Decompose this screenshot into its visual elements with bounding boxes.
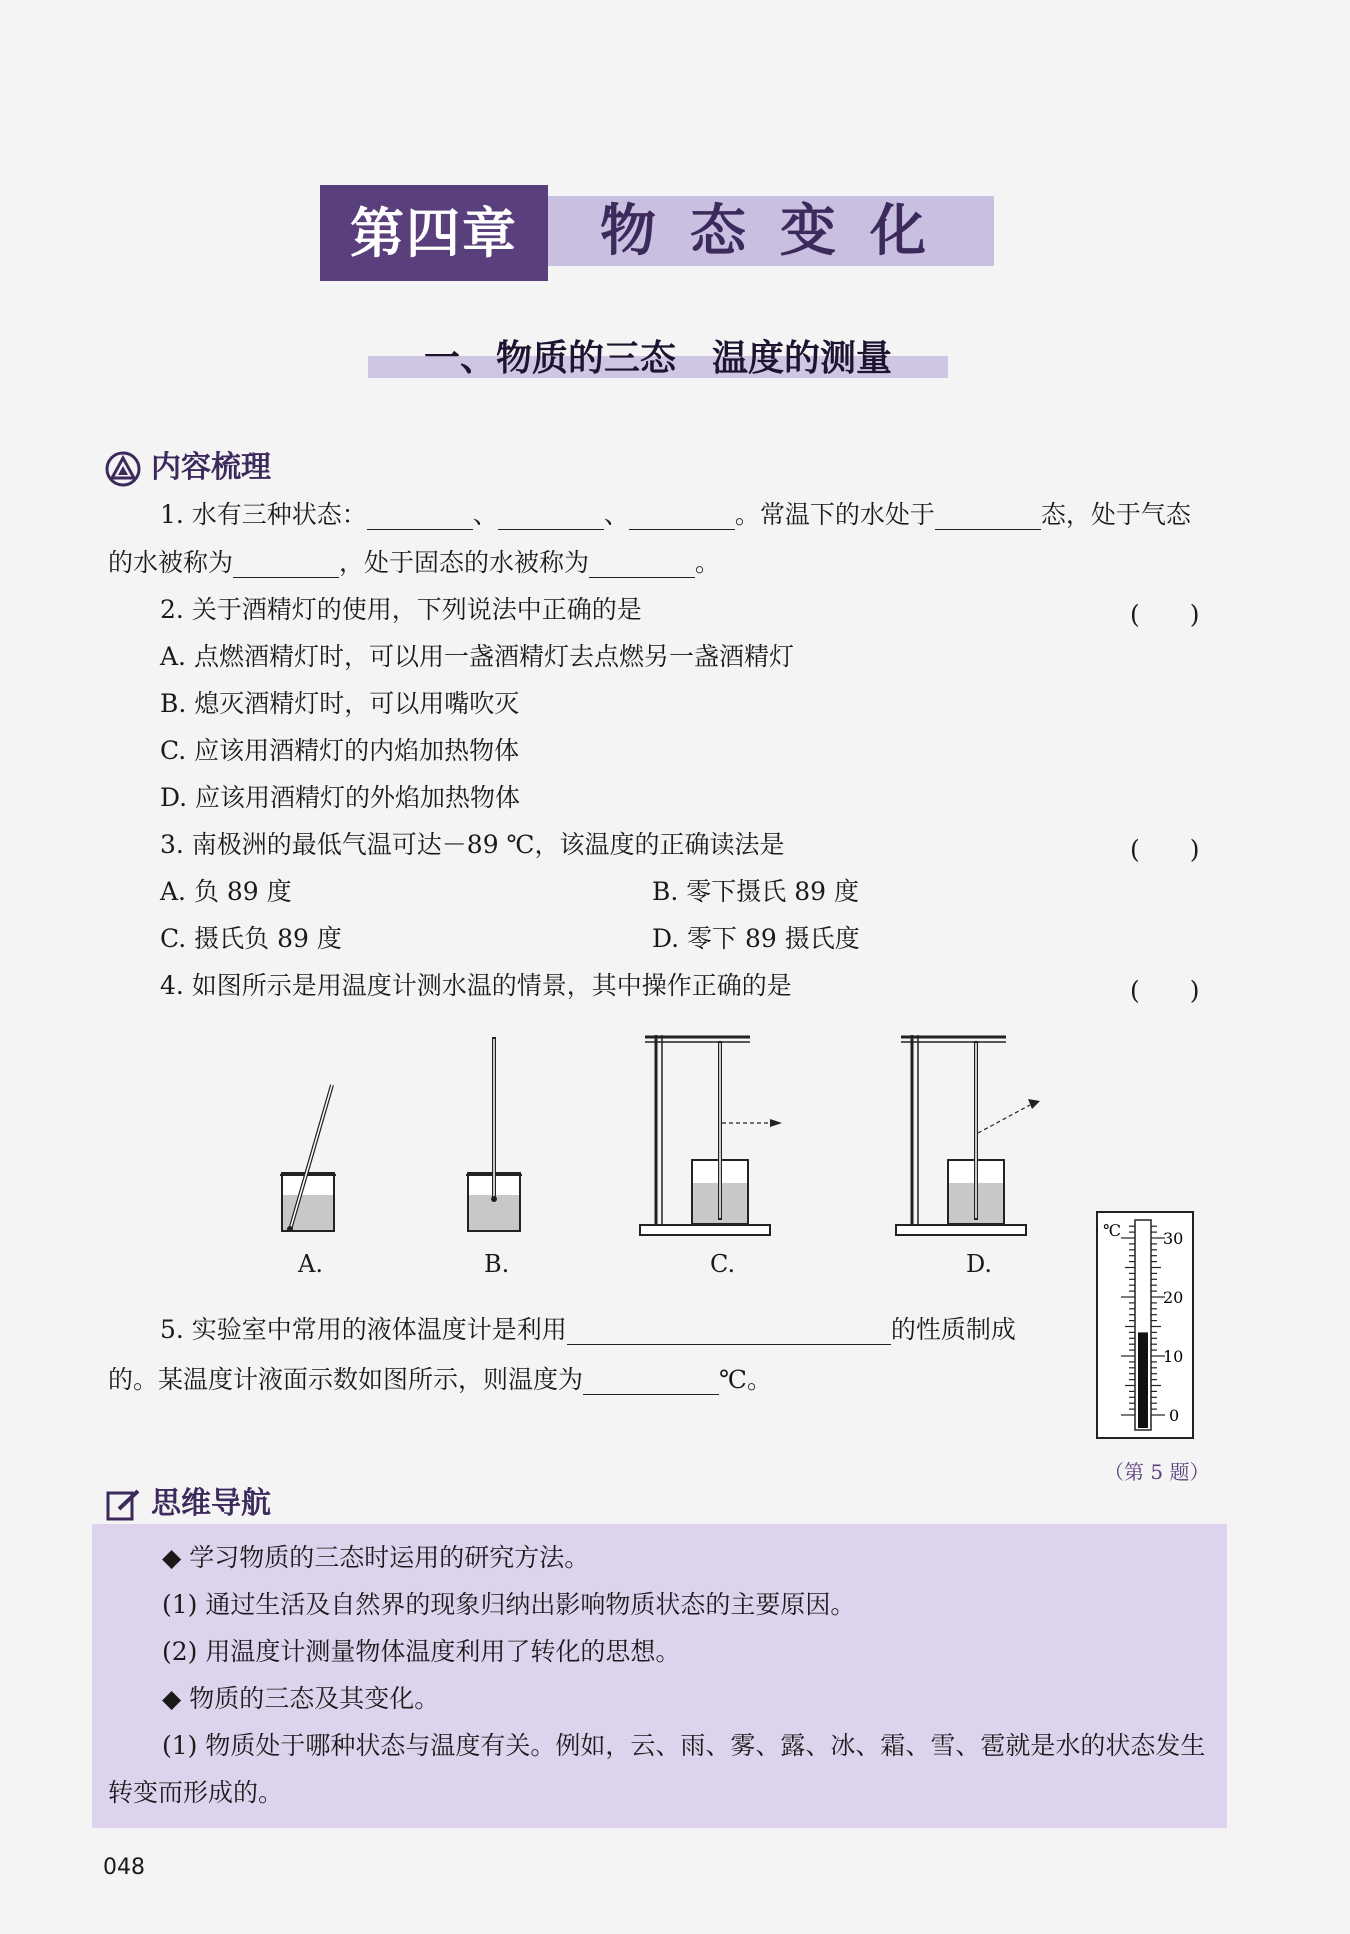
page-number: 048 [103, 1855, 145, 1880]
nav-line-1: (1) 通过生活及自然界的现象归纳出影响物质状态的主要原因。 [162, 1590, 856, 1619]
figure-label-c: C. [710, 1250, 736, 1278]
q1-text: 。常温下的水处于 [734, 500, 935, 529]
figure-b [466, 1037, 522, 1231]
section-title: 一、物质的三态 温度的测量 [423, 338, 892, 379]
q4-answer-paren[interactable]: ( ) [1130, 976, 1200, 1005]
q1-text: 1. 水有三种状态： [160, 500, 367, 529]
nav-bullet-1 [162, 1543, 589, 1573]
q3-answer-paren[interactable]: ( ) [1130, 835, 1200, 864]
q4-stem: 4. 如图所示是用温度计测水温的情景，其中操作正确的是 [160, 971, 792, 1000]
diamond-icon: ◆ [162, 1543, 182, 1572]
tick-label-10: 10 [1163, 1347, 1184, 1366]
q2-answer-paren[interactable]: ( ) [1130, 600, 1200, 629]
thermometer-beaker-figure [260, 1025, 1060, 1285]
q5-text: 5. 实验室中常用的液体温度计是利用 [160, 1315, 567, 1344]
q1-line2 [108, 548, 720, 578]
q3-option-b: B. 零下摄氏 89 度 [652, 877, 859, 906]
figure-label-d: D. [966, 1250, 993, 1278]
chapter-title: 物态变化 [600, 198, 960, 264]
nav-text: 物质的三态及其变化。 [189, 1684, 440, 1713]
q1-blank-5[interactable] [233, 553, 339, 578]
q1-sep: 、 [603, 500, 629, 529]
q2-option-b: B. 熄灭酒精灯时，可以用嘴吹灭 [160, 689, 520, 718]
thermometer-unit: ℃ [1103, 1221, 1121, 1240]
chapter-label: 第四章 [320, 185, 548, 281]
nav-line-2: (2) 用温度计测量物体温度利用了转化的思想。 [162, 1637, 681, 1666]
q2-option-d: D. 应该用酒精灯的外焰加热物体 [160, 783, 521, 812]
q5-text: 的性质制成 [890, 1315, 1016, 1344]
triangle-circle-icon [105, 451, 141, 487]
q3-option-a: A. 负 89 度 [160, 877, 292, 906]
q5-line2 [108, 1365, 772, 1395]
tick-label-20: 20 [1163, 1288, 1184, 1307]
q5-caption: （第 5 题） [1104, 1460, 1210, 1484]
q5-text: 的。某温度计液面示数如图所示，则温度为 [108, 1365, 584, 1394]
nav-text: 学习物质的三态时运用的研究方法。 [189, 1543, 590, 1572]
q2-stem: 2. 关于酒精灯的使用，下列说法中正确的是 [160, 595, 642, 624]
nav-header-text: 思维导航 [151, 1486, 271, 1521]
q1-blank-2[interactable] [498, 505, 604, 530]
figure-d [896, 1035, 1040, 1235]
diamond-icon: ◆ [162, 1684, 182, 1713]
q1-text: 态，处于气态 [1040, 500, 1191, 529]
figure-c [640, 1035, 782, 1235]
mercury-column [1138, 1332, 1148, 1428]
q2-option-c: C. 应该用酒精灯的内焰加热物体 [160, 736, 520, 765]
pencil-square-icon [105, 1487, 141, 1523]
q1-blank-6[interactable] [589, 553, 695, 578]
q5-text: ℃。 [719, 1365, 772, 1394]
nav-line-3a: (1) 物质处于哪种状态与温度有关。例如，云、雨、雾、露、冰、霜、雪、雹就是水的状态发生 [162, 1731, 1206, 1760]
q2-option-a: A. 点燃酒精灯时，可以用一盏酒精灯去点燃另一盏酒精灯 [160, 642, 794, 671]
q1-text: 。 [695, 548, 721, 577]
q3-option-c: C. 摄氏负 89 度 [160, 924, 342, 953]
q3-stem: 3. 南极洲的最低气温可达－89 ℃，该温度的正确读法是 [160, 830, 785, 859]
q5-blank-1[interactable] [567, 1320, 891, 1345]
figure-label-b: B. [484, 1250, 510, 1278]
q3-option-d: D. 零下 89 摄氏度 [652, 924, 860, 953]
figure-label-a: A. [298, 1250, 323, 1278]
q1-line1 [160, 500, 1191, 530]
content-header [105, 442, 271, 487]
nav-bullet-2 [162, 1684, 439, 1714]
nav-header [105, 1478, 271, 1523]
q5-line1 [160, 1315, 1016, 1345]
q1-blank-3[interactable] [629, 505, 735, 530]
q1-blank-1[interactable] [367, 505, 473, 530]
q1-blank-4[interactable] [935, 505, 1041, 530]
thermometer-scale-figure [1095, 1210, 1205, 1440]
q5-blank-2[interactable] [583, 1370, 719, 1395]
q1-text: 的水被称为 [108, 548, 234, 577]
nav-line-3b: 转变而形成的。 [108, 1778, 284, 1807]
tick-label-30: 30 [1163, 1229, 1184, 1248]
content-header-text: 内容梳理 [151, 450, 271, 485]
tick-label-0: 0 [1169, 1406, 1180, 1425]
q1-sep: 、 [472, 500, 498, 529]
q1-text: ，处于固态的水被称为 [339, 548, 590, 577]
figure-a [280, 1085, 336, 1232]
